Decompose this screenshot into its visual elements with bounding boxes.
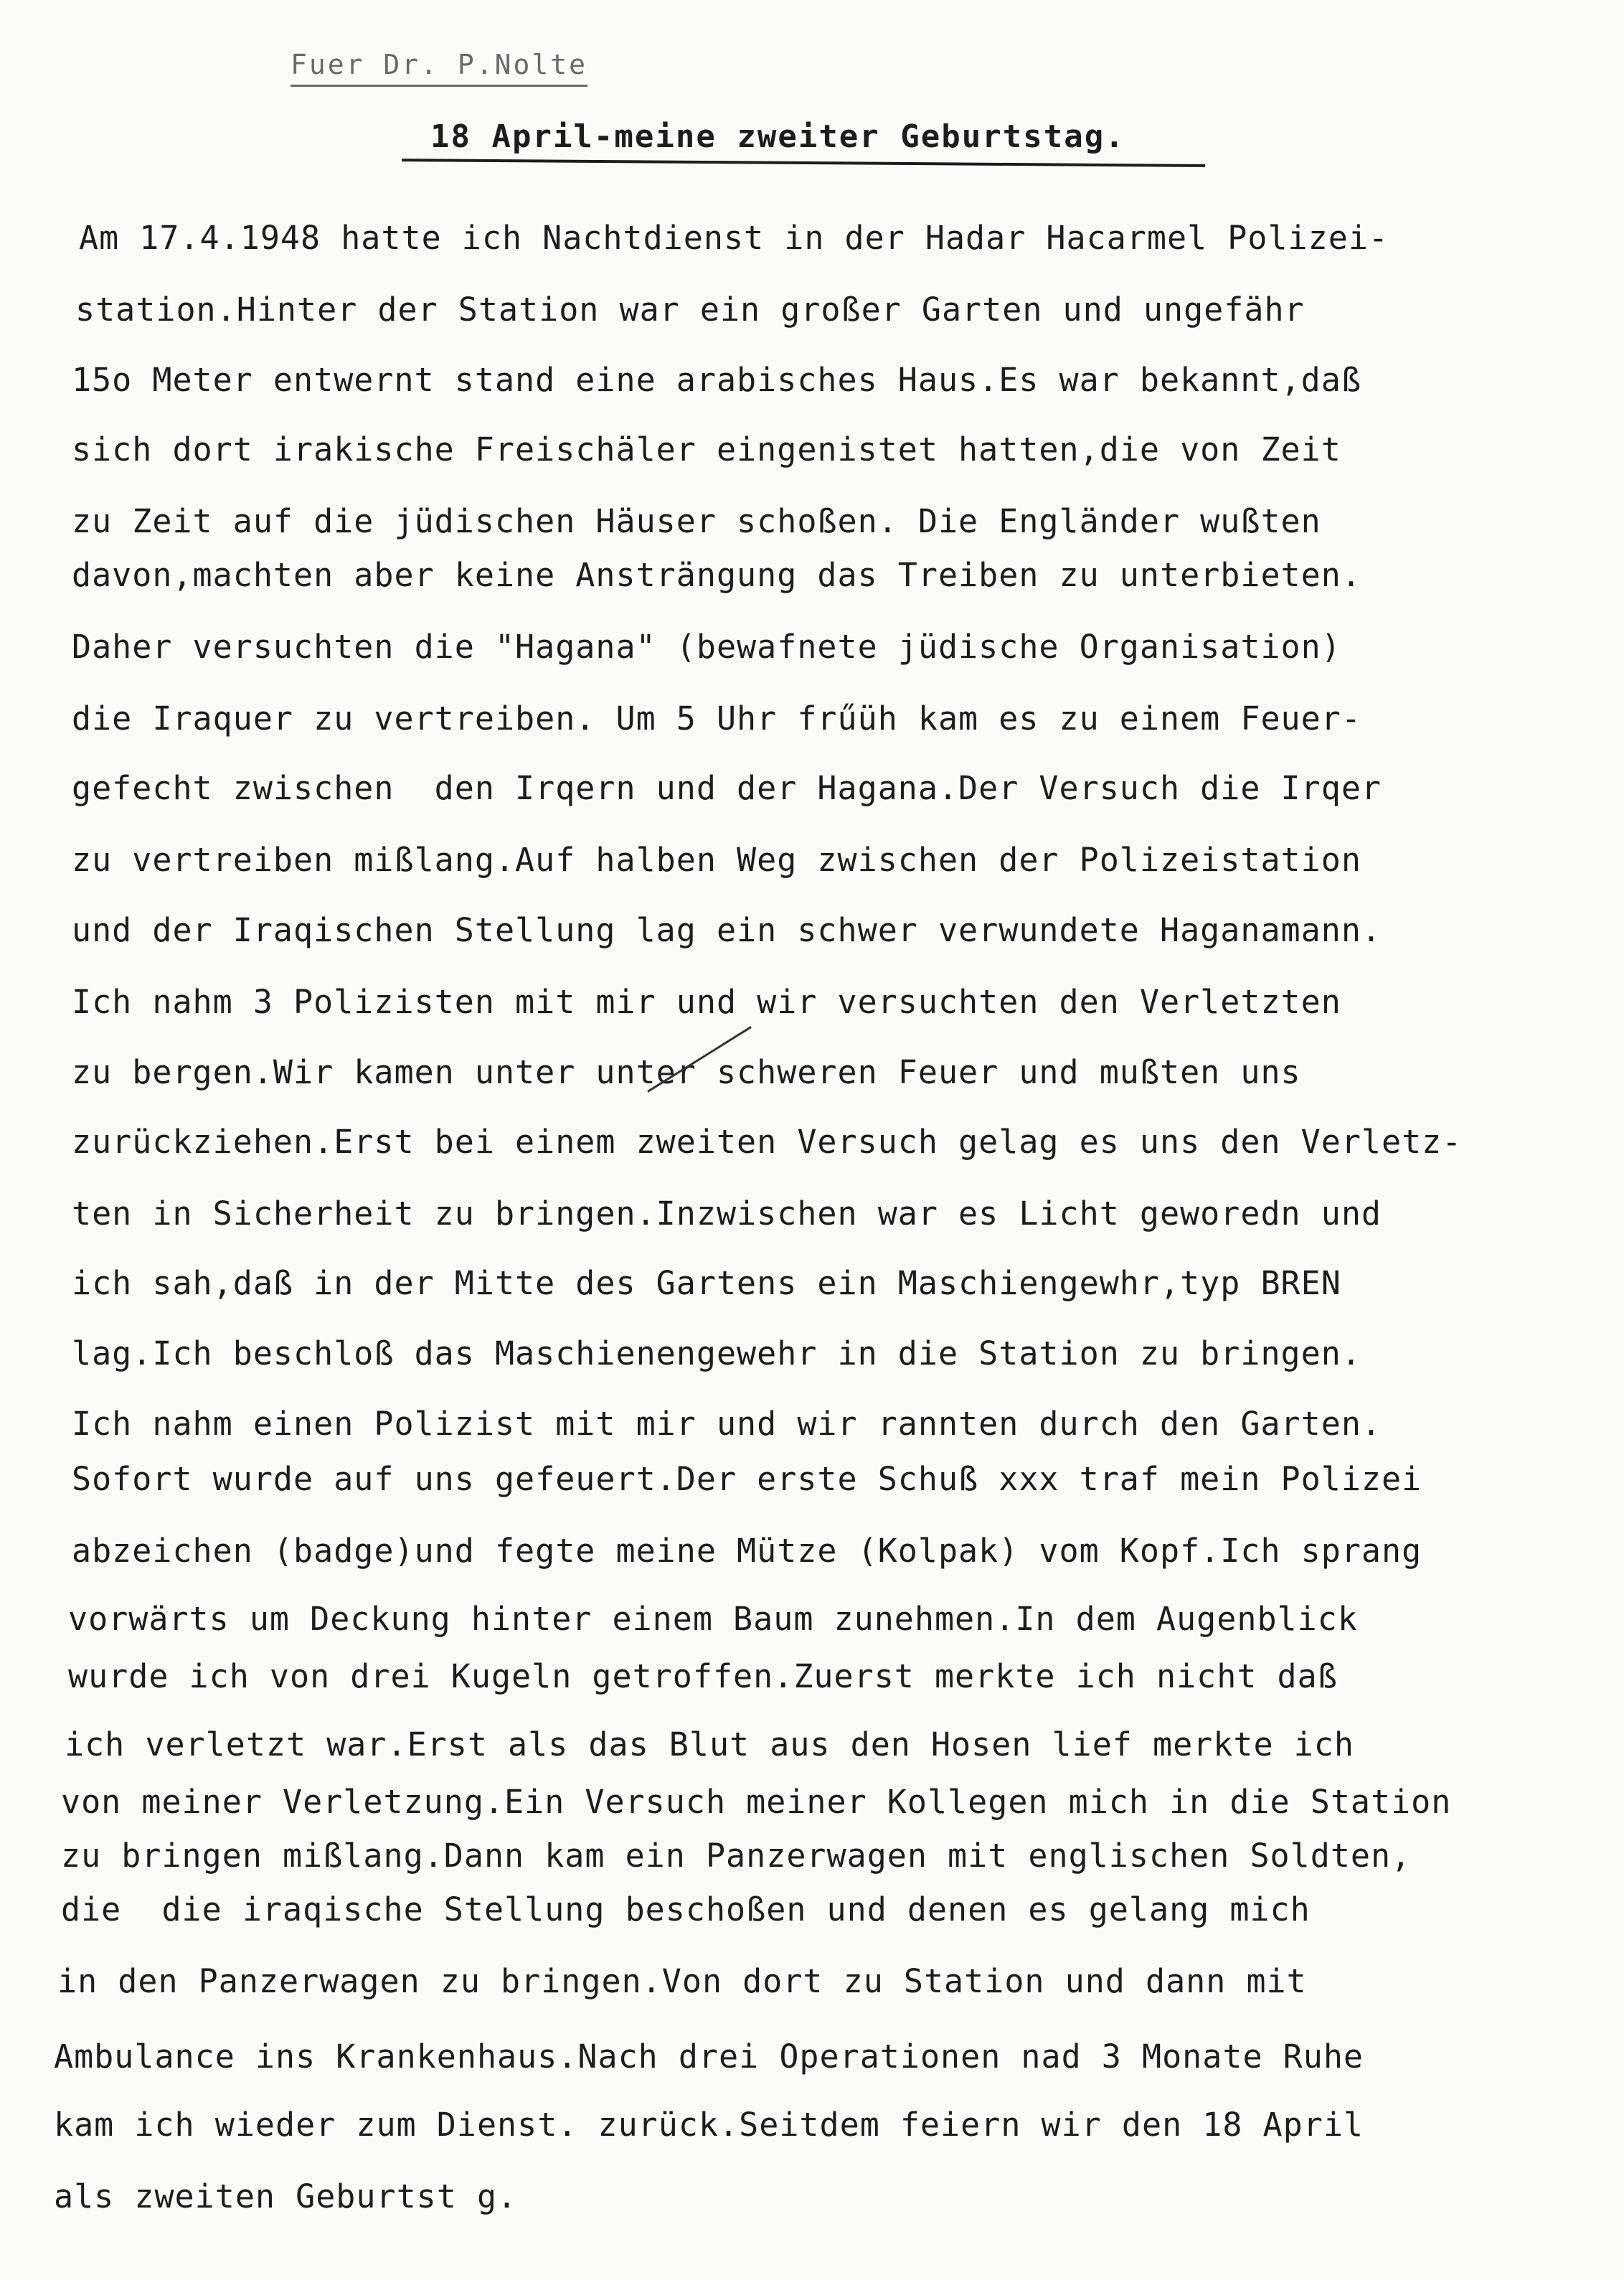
text-line: in den Panzerwagen zu bringen.Von dort zu Station und dann mit bbox=[57, 1962, 1307, 2000]
text-line: Ich nahm 3 Polizisten mit mir und wir versuchten den Verletzten bbox=[72, 983, 1341, 1021]
text-line: sich dort irakische Freischäler eingenistet hatten,die von Zeit bbox=[72, 430, 1341, 468]
text-line: ten in Sicherheit zu bringen.Inzwischen war es Licht geworedn und bbox=[72, 1195, 1382, 1233]
text-line: Sofort wurde auf uns gefeuert.Der erste Schuß xxx traf mein Polizei bbox=[72, 1460, 1422, 1498]
text-line: die Iraquer zu vertreiben. Um 5 Uhr frűüh kam es zu einem Feuer- bbox=[72, 699, 1361, 738]
text-line: abzeichen (badge)und fegte meine Mütze (Kolpak) vom Kopf.Ich sprang bbox=[72, 1532, 1422, 1570]
text-line: vorwärts um Deckung hinter einem Baum zunehmen.In dem Augenblick bbox=[68, 1600, 1358, 1638]
text-line: zu Zeit auf die jüdischen Häuser schoßen. Die Engländer wußten bbox=[72, 502, 1321, 540]
text-line: 15o Meter entwernt stand eine arabisches Haus.Es war bekannt,daß bbox=[72, 361, 1361, 399]
text-line: ich verletzt war.Erst als das Blut aus den Hosen lief merkte ich bbox=[65, 1725, 1354, 1763]
text-line: Am 17.4.1948 hatte ich Nachtdienst in der Hadar Hacarmel Polizei- bbox=[79, 219, 1389, 257]
text-line: Ambulance ins Krankenhaus.Nach drei Operationen nad 3 Monate Ruhe bbox=[54, 2038, 1364, 2076]
text-line: lag.Ich beschloß das Maschienengewehr in die Station zu bringen. bbox=[72, 1334, 1361, 1372]
text-line: von meiner Verletzung.Ein Versuch meiner Kollegen mich in die Station bbox=[61, 1783, 1452, 1821]
document-title: 18 April-meine zweiter Geburtstag. bbox=[430, 118, 1125, 155]
text-line: zu bringen mißlang.Dann kam ein Panzerwagen mit englischen Soldten, bbox=[61, 1837, 1412, 1875]
text-line: Daher versuchten die "Hagana" (bewafnete jüdische Organisation) bbox=[72, 628, 1341, 666]
title-underline bbox=[402, 159, 1205, 167]
text-line: ich sah,daß in der Mitte des Gartens ein Maschiengewhr,typ BREN bbox=[72, 1264, 1341, 1302]
text-line: station.Hinter der Station war ein großer Garten und ungefähr bbox=[75, 291, 1305, 329]
text-line: zu vertreiben mißlang.Auf halben Weg zwischen der Polizeistation bbox=[72, 841, 1361, 879]
addressee-note: Fuer Dr. P.Nolte bbox=[291, 49, 587, 87]
text-line: wurde ich von drei Kugeln getroffen.Zuerst merkte ich nicht daß bbox=[68, 1657, 1338, 1695]
text-line: als zweiten Geburtst g. bbox=[54, 2177, 518, 2215]
text-line: zu bergen.Wir kamen unter unter schweren Feuer und mußten uns bbox=[72, 1053, 1301, 1091]
text-line: davon,machten aber keine Ansträngung das Treiben zu unterbieten. bbox=[72, 556, 1361, 594]
text-line: die die iraqische Stellung beschoßen und denen es gelang mich bbox=[61, 1890, 1311, 1928]
text-line: kam ich wieder zum Dienst. zurück.Seitdem feiern wir den 18 April bbox=[54, 2106, 1364, 2144]
text-line: Ich nahm einen Polizist mit mir und wir rannten durch den Garten. bbox=[72, 1405, 1382, 1443]
text-line: und der Iraqischen Stellung lag ein schwer verwundete Haganamann. bbox=[72, 911, 1382, 949]
text-line: zurückziehen.Erst bei einem zweiten Versuch gelag es uns den Verletz- bbox=[72, 1123, 1463, 1161]
text-line: gefecht zwischen den Irqern und der Hagana.Der Versuch die Irqer bbox=[72, 769, 1382, 807]
